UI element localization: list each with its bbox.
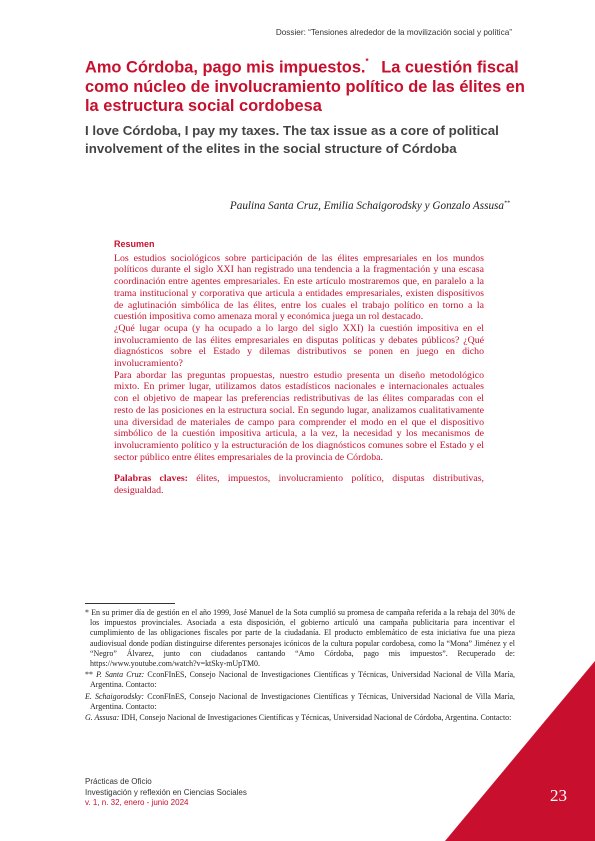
footnote-4-name: G. Assusa:	[85, 713, 120, 723]
footnote-4-text: IDH, Consejo Nacional de Investigaciones Científicas y Técnicas, Universidad Nacional de Córdoba, Argentina. Contacto:	[121, 713, 512, 723]
journal-subtitle: Investigación y reflexión en Ciencias Sociales	[85, 787, 247, 797]
keywords-label: Palabras claves:	[114, 473, 188, 485]
footnote-2-name: P. Santa Cruz:	[96, 670, 145, 680]
authors	[230, 200, 510, 212]
corner-triangle	[445, 661, 595, 841]
title-spanish	[85, 54, 525, 117]
journal-name: Prácticas de Oficio	[85, 777, 152, 786]
keywords-text: élites, impuestos, involucramiento político, disputas distributivas, desigualdad.	[114, 473, 485, 497]
abstract-paragraph-1: Los estudios sociológicos sobre participación de las élites empresariales en los mundos políticos durante el siglo XXI han registrado una tendencia a la fragmentación y una escasa coordinación entre agentes empresariales. En este artículo mostraremos que, en paralelo a la trama institucional y corporativa que articula a entidades empresariales, existen dispositivos de aglutinación simbólica de las élites, entre los cuales el trabajo político en torno a la cuestión impositiva como amenaza moral y económica juega un rol destacado.	[114, 252, 484, 323]
footnote-2-mark: **	[85, 670, 93, 680]
authors-names: Paulina Santa Cruz, Emilia Schaigorodsky y Gonzalo Assusa	[229, 200, 504, 212]
footnote-rule	[85, 603, 175, 604]
title-es-rest: La cuestión fiscal como núcleo de involucramiento político de las élites en la estructura social cordobesa	[85, 58, 525, 116]
abstract-paragraph-3: Para abordar las preguntas propuestas, nuestro estudio presenta un diseño metodológico mixto. En primer lugar, utilizamos datos estadísticos nacionales e internacionales actuales con el objetivo de mapear las preferencias redistributivas de las élites comparadas con el resto de las posiciones en la estructura social. En segundo lugar, analizamos cualitativamente una diversidad de materiales de campo para comprender el modo en el que el dispositivo simbólico de la cuestión impositiva articula, a la vez, la necesidad y los mecanismos de involucramiento político y la estructuración de los diagnósticos comunes sobre el Estado y el sector público entre élites empresariales de la provincia de Córdoba.	[114, 369, 484, 463]
title-es-main: Amo Córdoba, pago mis impuestos.	[85, 58, 366, 77]
footnote-2-text: CconFInES, Consejo Nacional de Investigaciones Científicas y Técnicas, Universidad Nacional de Villa María, Argentina. Contacto:	[90, 670, 515, 690]
footnote-3-name: E. Schaigorodsky:	[85, 691, 145, 701]
authors-footnote-mark: **	[504, 200, 510, 207]
keywords	[114, 473, 484, 496]
footnote-3-text: CconFInES, Consejo Nacional de Investigaciones Científicas y Técnicas, Universidad Nacional de Villa María, Argentina. Contacto:	[90, 691, 516, 711]
dossier-header: Dossier: “Tensiones alrededor de la movilización social y política”	[275, 28, 512, 37]
journal-footer	[85, 777, 247, 809]
page-number: 23	[550, 786, 567, 805]
footnote-1: * En su primer día de gestión en el año 1999, José Manuel de la Sota cumplió su promesa de campaña referida a la rebaja del 30% de los impuestos provinciales. Asociada a esta disposición, el gobierno articuló una campaña publicitaria para incentivar el cumplimiento de las obligaciones fiscales por parte de la ciudadanía. El producto emblemático de esta iniciativa fue una pieza audiovisual donde podían distinguirse diferentes personajes icónicos de la cultura popular cordobesa, como la “Mona” Jiménez y el “Negro” Álvarez, junto con ciudadanos cantando “Amo Córdoba, pago mis impuestos”. Recuperado de: https://www.youtube.com/watch?v=ktSky-mUpTM0.	[85, 608, 515, 669]
abstract-heading: Resumen	[114, 239, 155, 249]
journal-volume: v. 1, n. 32, enero - junio 2024	[85, 798, 189, 807]
title-footnote-mark: *	[365, 57, 369, 66]
title-english: I love Córdoba, I pay my taxes. The tax issue as a core of political involvement of the elites in the social structure of Córdoba	[85, 123, 499, 156]
abstract-paragraph-2: ¿Qué lugar ocupa (y ha ocupado a lo largo del siglo XXI) la cuestión impositiva en el involucramiento de las élites empresariales en disputas políticas y debates públicos? ¿Qué diagnósticos sobre el Estado y dilemas distributivos se ponen en juego en dicho involucramiento?	[114, 322, 484, 370]
abstract	[114, 239, 484, 497]
